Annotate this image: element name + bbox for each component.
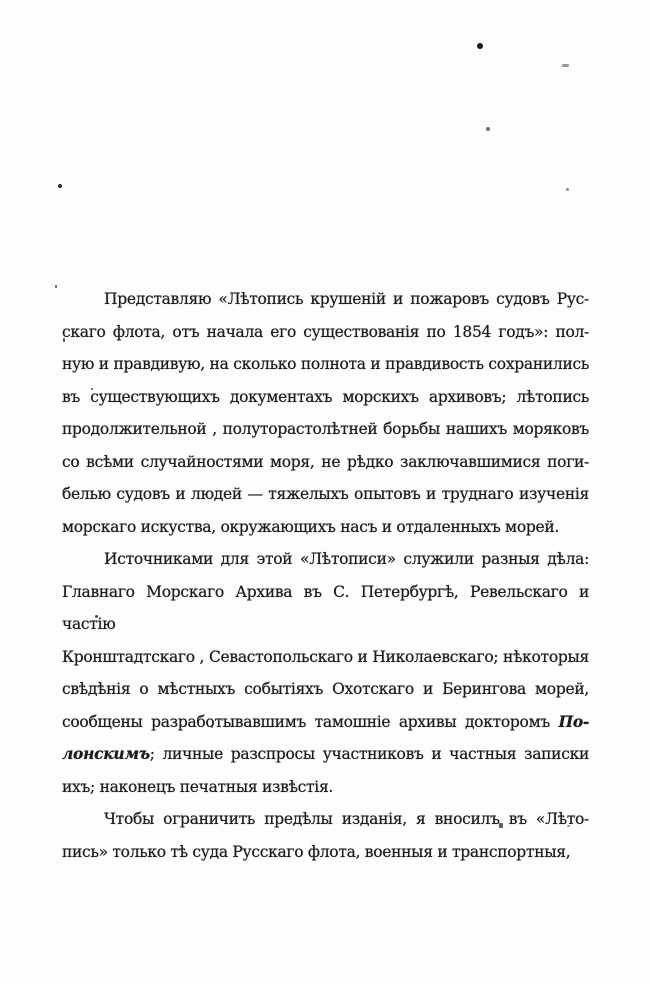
text-line: въ существующихъ документахъ морскихъ архивовъ; лѣтопись bbox=[62, 387, 589, 406]
scan-speck bbox=[58, 184, 62, 188]
text-line: продолжительной , полуторастолѣтней борьбы нашихъ моряковъ bbox=[62, 420, 589, 438]
text-line: Чтобы ограничить предѣлы изданія, я вносилъ въ «Лѣто- bbox=[104, 810, 589, 828]
page-text-block bbox=[62, 283, 589, 868]
paragraph-3 bbox=[62, 803, 589, 868]
text-line bbox=[62, 738, 589, 771]
paragraph-2 bbox=[62, 543, 589, 803]
scan-speck bbox=[566, 188, 569, 191]
text-line: пись» только тѣ суда Русскаго флота, военныя и транспортныя, bbox=[62, 842, 571, 861]
text-line: Представляю «Лѣтопись крушеній и пожаровъ судовъ Рус- bbox=[104, 290, 589, 308]
scan-speck bbox=[55, 285, 57, 288]
text-line: Источниками для этой «Лѣтописи» служили разныя дѣла: bbox=[104, 550, 589, 568]
text-segment: ; личные разспросы участниковъ и частныя записки bbox=[149, 745, 589, 763]
text-line: Главнаго Морскаго Архива въ С. Петербургѣ, Ревельскаго и частію bbox=[62, 582, 589, 633]
scan-speck bbox=[477, 43, 483, 49]
text-line: Кронштадтскаго , Севастопольскаго и Николаевскаго; нѣкоторыя bbox=[62, 647, 589, 666]
scan-speck bbox=[486, 127, 490, 131]
text-line: свѣдѣнія о мѣстныхъ событіяхъ Охотскаго и Берингова морей, bbox=[62, 680, 589, 698]
text-line: морскаго искуства, окружающихъ насъ и отдаленныхъ морей. bbox=[62, 517, 560, 536]
author-name-emphasis: лонскимъ bbox=[62, 744, 150, 763]
paragraph-1 bbox=[62, 283, 589, 543]
text-segment: сообщены разработывавшимъ тамошніе архивы докторомъ bbox=[62, 712, 559, 731]
scan-speck bbox=[562, 64, 569, 67]
text-line bbox=[62, 706, 589, 739]
text-line: ную и правдивую, на сколько полнота и правдивость сохранились bbox=[62, 355, 589, 373]
text-line: скаго флота, отъ начала его существованія по 1854 годъ»: пол- bbox=[62, 322, 589, 341]
text-line: ихъ; наконецъ печатныя извѣстія. bbox=[62, 777, 334, 796]
text-line: белью судовъ и людей — тяжелыхъ опытовъ и труднаго изученія bbox=[62, 485, 589, 503]
text-line: со всѣми случайностями моря, не рѣдко заключавшимися поги- bbox=[62, 452, 589, 471]
author-name-emphasis: По- bbox=[558, 711, 589, 731]
